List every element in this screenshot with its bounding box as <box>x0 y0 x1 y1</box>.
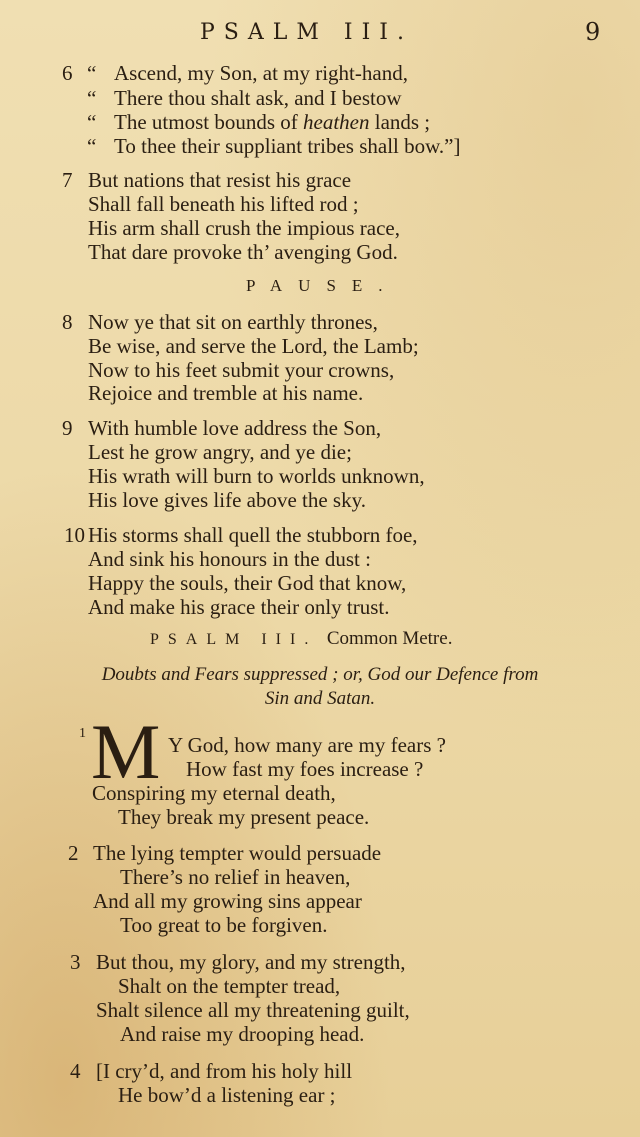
italic-word: heathen <box>303 110 370 134</box>
verse-number: 8 <box>62 310 73 334</box>
verse-line: With humble love address the Son, <box>88 416 382 440</box>
verse-line: And make his grace their only trust. <box>88 595 390 619</box>
verse-line: Shalt silence all my threatening guilt, <box>96 998 410 1022</box>
verse-line: And sink his honours in the dust : <box>88 547 371 571</box>
verse-number: 10 <box>64 523 85 547</box>
verse-number: 2 <box>68 841 79 865</box>
verse-line: His wrath will burn to worlds unknown, <box>88 464 425 488</box>
verse-number: 1 <box>79 726 86 741</box>
verse-number: 7 <box>62 168 73 192</box>
psalm-heading-metre: Common Metre. <box>326 628 453 649</box>
verse-line: There thou shalt ask, and I bestow <box>114 86 402 110</box>
verse-line: How fast my foes increase ? <box>186 757 424 781</box>
verse-line <box>114 110 430 134</box>
verse-line: Conspiring my eternal death, <box>92 781 336 805</box>
verse-line: But thou, my glory, and my strength, <box>96 950 406 974</box>
verse-line: Y God, how many are my fears ? <box>168 733 446 757</box>
verse-line: Now ye that sit on earthly thrones, <box>88 310 378 334</box>
running-title: PSALM III. <box>200 20 413 45</box>
verse-line: To thee their suppliant tribes shall bow.”] <box>114 134 461 158</box>
verse-line: [I cry’d, and from his holy hill <box>96 1059 353 1083</box>
verse-number: 3 <box>70 950 81 974</box>
verse-line: Now to his feet submit your crowns, <box>88 358 395 382</box>
verse-line: Rejoice and tremble at his name. <box>88 381 364 405</box>
verse-line: His love gives life above the sky. <box>88 488 366 512</box>
quote-mark: “ <box>87 110 97 134</box>
verse-line: Shalt on the tempter tread, <box>118 974 341 998</box>
verse-line: Lest he grow angry, and ye die; <box>88 440 352 464</box>
quote-mark: “ <box>87 134 97 158</box>
psalm-heading <box>150 628 452 650</box>
verse-line: His storms shall quell the stubborn foe, <box>88 523 418 547</box>
verse-number: 6 <box>62 61 73 85</box>
verse-number: 9 <box>62 416 73 440</box>
verse-line: That dare provoke th’ avenging God. <box>88 240 398 264</box>
verse-line: Shall fall beneath his lifted rod ; <box>88 192 359 216</box>
quote-mark: “ <box>87 61 97 85</box>
verse-line: The lying tempter would persuade <box>93 841 382 865</box>
page-number: 9 <box>585 18 601 46</box>
verse-number: 4 <box>70 1059 81 1083</box>
psalm-subtitle: Sin and Satan. <box>264 688 376 709</box>
verse-line: But nations that resist his grace <box>88 168 352 192</box>
verse-line: They break my present peace. <box>118 805 370 829</box>
verse-line-part: The utmost bounds of <box>114 110 303 134</box>
verse-line: Too great to be forgiven. <box>120 913 328 937</box>
psalm-subtitle: Doubts and Fears suppressed ; or, God our Defence from <box>101 664 539 685</box>
verse-line: Be wise, and serve the Lord, the Lamb; <box>88 334 419 358</box>
page-header <box>0 14 640 50</box>
verse-line: Happy the souls, their God that know, <box>88 571 407 595</box>
quote-mark: “ <box>87 86 97 110</box>
verse-line: His arm shall crush the impious race, <box>88 216 401 240</box>
verse-line-part: lands ; <box>369 110 431 134</box>
verse-line: And all my growing sins appear <box>93 889 362 913</box>
pause-heading: PAUSE. <box>246 276 399 295</box>
verse-line: Ascend, my Son, at my right-hand, <box>114 61 408 85</box>
verse-line: There’s no relief in heaven, <box>120 865 351 889</box>
verse-line: He bow’d a listening ear ; <box>118 1083 336 1107</box>
drop-cap: M <box>91 708 161 795</box>
psalm-heading-title: PSALM III. <box>150 631 318 648</box>
verse-line: And raise my drooping head. <box>120 1022 365 1046</box>
